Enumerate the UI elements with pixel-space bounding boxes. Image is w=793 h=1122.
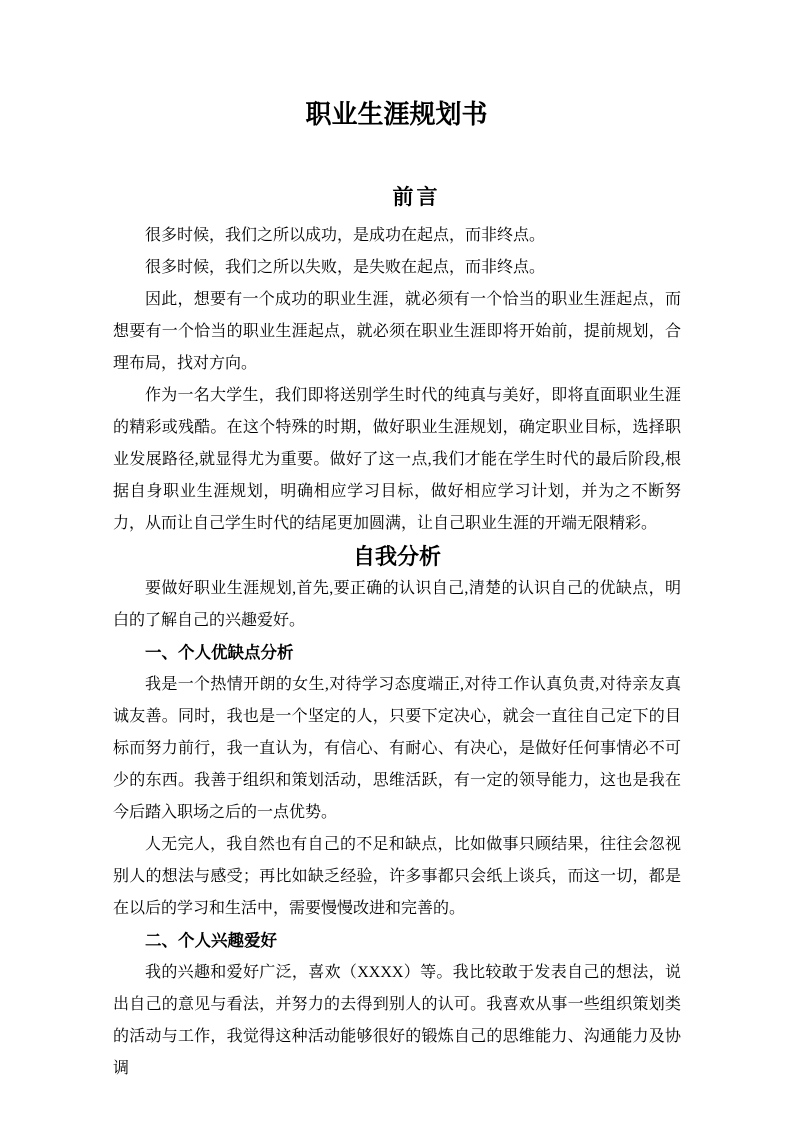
self-analysis-heading: 自我分析 [352,544,441,569]
preface-heading: 前言 [392,186,441,209]
preface-paragraph-3: 因此，想要有一个成功的职业生涯，就必须有一个恰当的职业生涯起点，而想要有一个恰当的职业生涯起点，就必须在职业生涯即将开始前，提前规划，合理布局，找对方向。 [113,291,681,372]
interests-paragraph: 我的兴趣和爱好广泛，喜欢（XXXX）等。我比较敢于发表自己的想法，说出自己的意见与看法，并努力的去得到别人的认可。我喜欢从事一些组织策划类的活动与工作，我觉得这种活动能够很好的锻炼自己的思维能力、沟通能力及协调 [113,964,681,1077]
subsection-heading-interests: 二、个人兴趣爱好 [145,932,277,950]
subsection-heading-strengths-weaknesses: 一、个人优缺点分析 [145,644,294,662]
document-title: 职业生涯规划书 [305,100,488,129]
weaknesses-paragraph: 人无完人，我自然也有自己的不足和缺点，比如做事只顾结果，往往会忽视别人的想法与感受；再比如缺乏经验，许多事都只会纸上谈兵，而这一切，都是在以后的学习和生活中，需要慢慢改进和完善的。 [113,836,681,917]
strengths-paragraph: 我是一个热情开朗的女生,对待学习态度端正,对待工作认真负责,对待亲友真诚友善。同时，我也是一个坚定的人，只要下定决心，就会一直往自己定下的目标而努力前行，我一直认为，有信心、有耐心、有决心，是做好任何事情必不可少的东西。我善于组织和策划活动，思维活跃，有一定的领导能力，这也是我在今后踏入职场之后的一点优势。 [113,676,681,821]
preface-paragraph-4: 作为一名大学生，我们即将送别学生时代的纯真与美好，即将直面职业生涯的精彩或残酷。在这个特殊的时期，做好职业生涯规划，确定职业目标，选择职业发展路径,就显得尤为重要。做好了这一点,我们才能在学生时代的最后阶段,根据自身职业生涯规划，明确相应学习目标，做好相应学习计划，并为之不断努力，从而让自己学生时代的结尾更加圆满，让自己职业生涯的开端无限精彩。 [113,387,681,532]
document-body [113,220,681,1085]
preface-paragraph-1: 很多时候，我们之所以成功，是成功在起点，而非终点。 [145,227,546,244]
self-analysis-intro: 要做好职业生涯规划,首先,要正确的认识自己,清楚的认识自己的优缺点，明白的了解自己的兴趣爱好。 [113,580,681,629]
preface-paragraph-2: 很多时候，我们之所以失败，是失败在起点，而非终点。 [145,259,546,276]
